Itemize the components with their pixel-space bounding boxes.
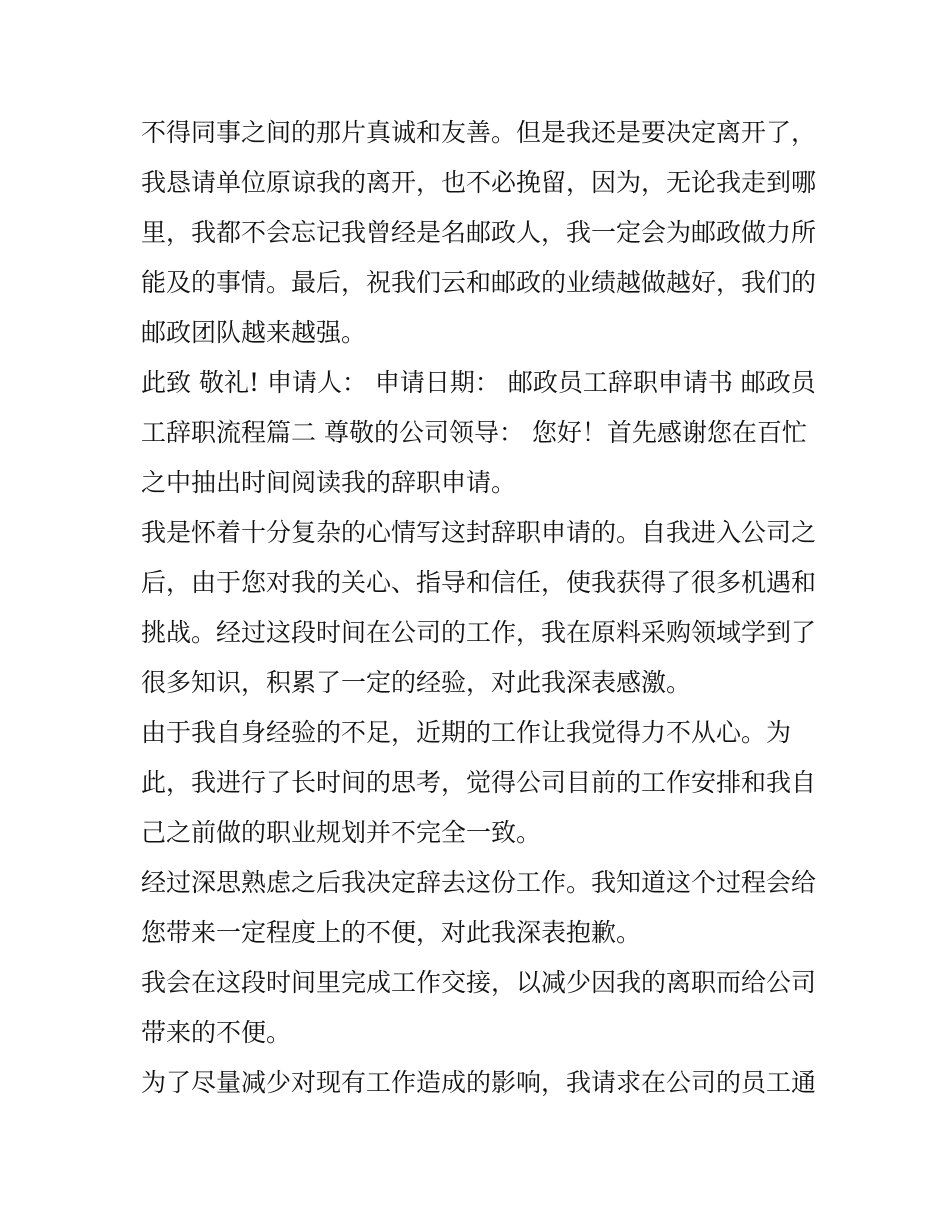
text-line: 不得同事之间的那片真诚和友善。但是我还是要决定离开了， <box>141 118 817 147</box>
paragraph-1 <box>141 108 831 358</box>
paragraph-4 <box>141 708 831 858</box>
text-line: 此致 敬礼! 申请人： 申请日期： 邮政员工辞职申请书 邮政员 <box>141 368 816 397</box>
paragraph-7 <box>141 1058 831 1108</box>
text-line: 为了尽量减少对现有工作造成的影响，我请求在公司的员工通 <box>141 1068 817 1097</box>
text-line: 能及的事情。最后，祝我们云和邮政的业绩越做越好，我们的 <box>141 268 817 297</box>
text-line: 我是怀着十分复杂的心情写这封辞职申请的。自我进入公司之 <box>141 518 817 547</box>
text-line: 己之前做的职业规划并不完全一致。 <box>141 818 542 847</box>
text-line: 您带来一定程度上的不便，对此我深表抱歉。 <box>141 918 642 947</box>
text-line: 我恳请单位原谅我的离开，也不必挽留，因为，无论我走到哪 <box>141 168 817 197</box>
text-line: 邮政团队越来越强。 <box>141 318 367 347</box>
text-line: 由于我自身经验的不足，近期的工作让我觉得力不从心。为 <box>141 718 792 747</box>
text-line: 后，由于您对我的关心、指导和信任，使我获得了很多机遇和 <box>141 568 817 597</box>
paragraph-6 <box>141 958 831 1058</box>
text-line: 带来的不便。 <box>141 1018 292 1047</box>
text-line: 很多知识，积累了一定的经验，对此我深表感激。 <box>141 668 692 697</box>
text-line: 此，我进行了长时间的思考，觉得公司目前的工作安排和我自 <box>141 768 817 797</box>
document-body <box>141 108 831 1108</box>
paragraph-2 <box>141 358 831 508</box>
paragraph-3 <box>141 508 831 708</box>
text-line: 经过深思熟虑之后我决定辞去这份工作。我知道这个过程会给 <box>141 868 817 897</box>
paragraph-5 <box>141 858 831 958</box>
text-line: 工辞职流程篇二 尊敬的公司领导： 您好！首先感谢您在百忙 <box>141 418 807 447</box>
text-line: 里，我都不会忘记我曾经是名邮政人，我一定会为邮政做力所 <box>141 218 817 247</box>
text-line: 我会在这段时间里完成工作交接，以减少因我的离职而给公司 <box>141 968 817 997</box>
text-line: 挑战。经过这段时间在公司的工作，我在原料采购领域学到了 <box>141 618 817 647</box>
text-line: 之中抽出时间阅读我的辞职申请。 <box>141 468 517 497</box>
